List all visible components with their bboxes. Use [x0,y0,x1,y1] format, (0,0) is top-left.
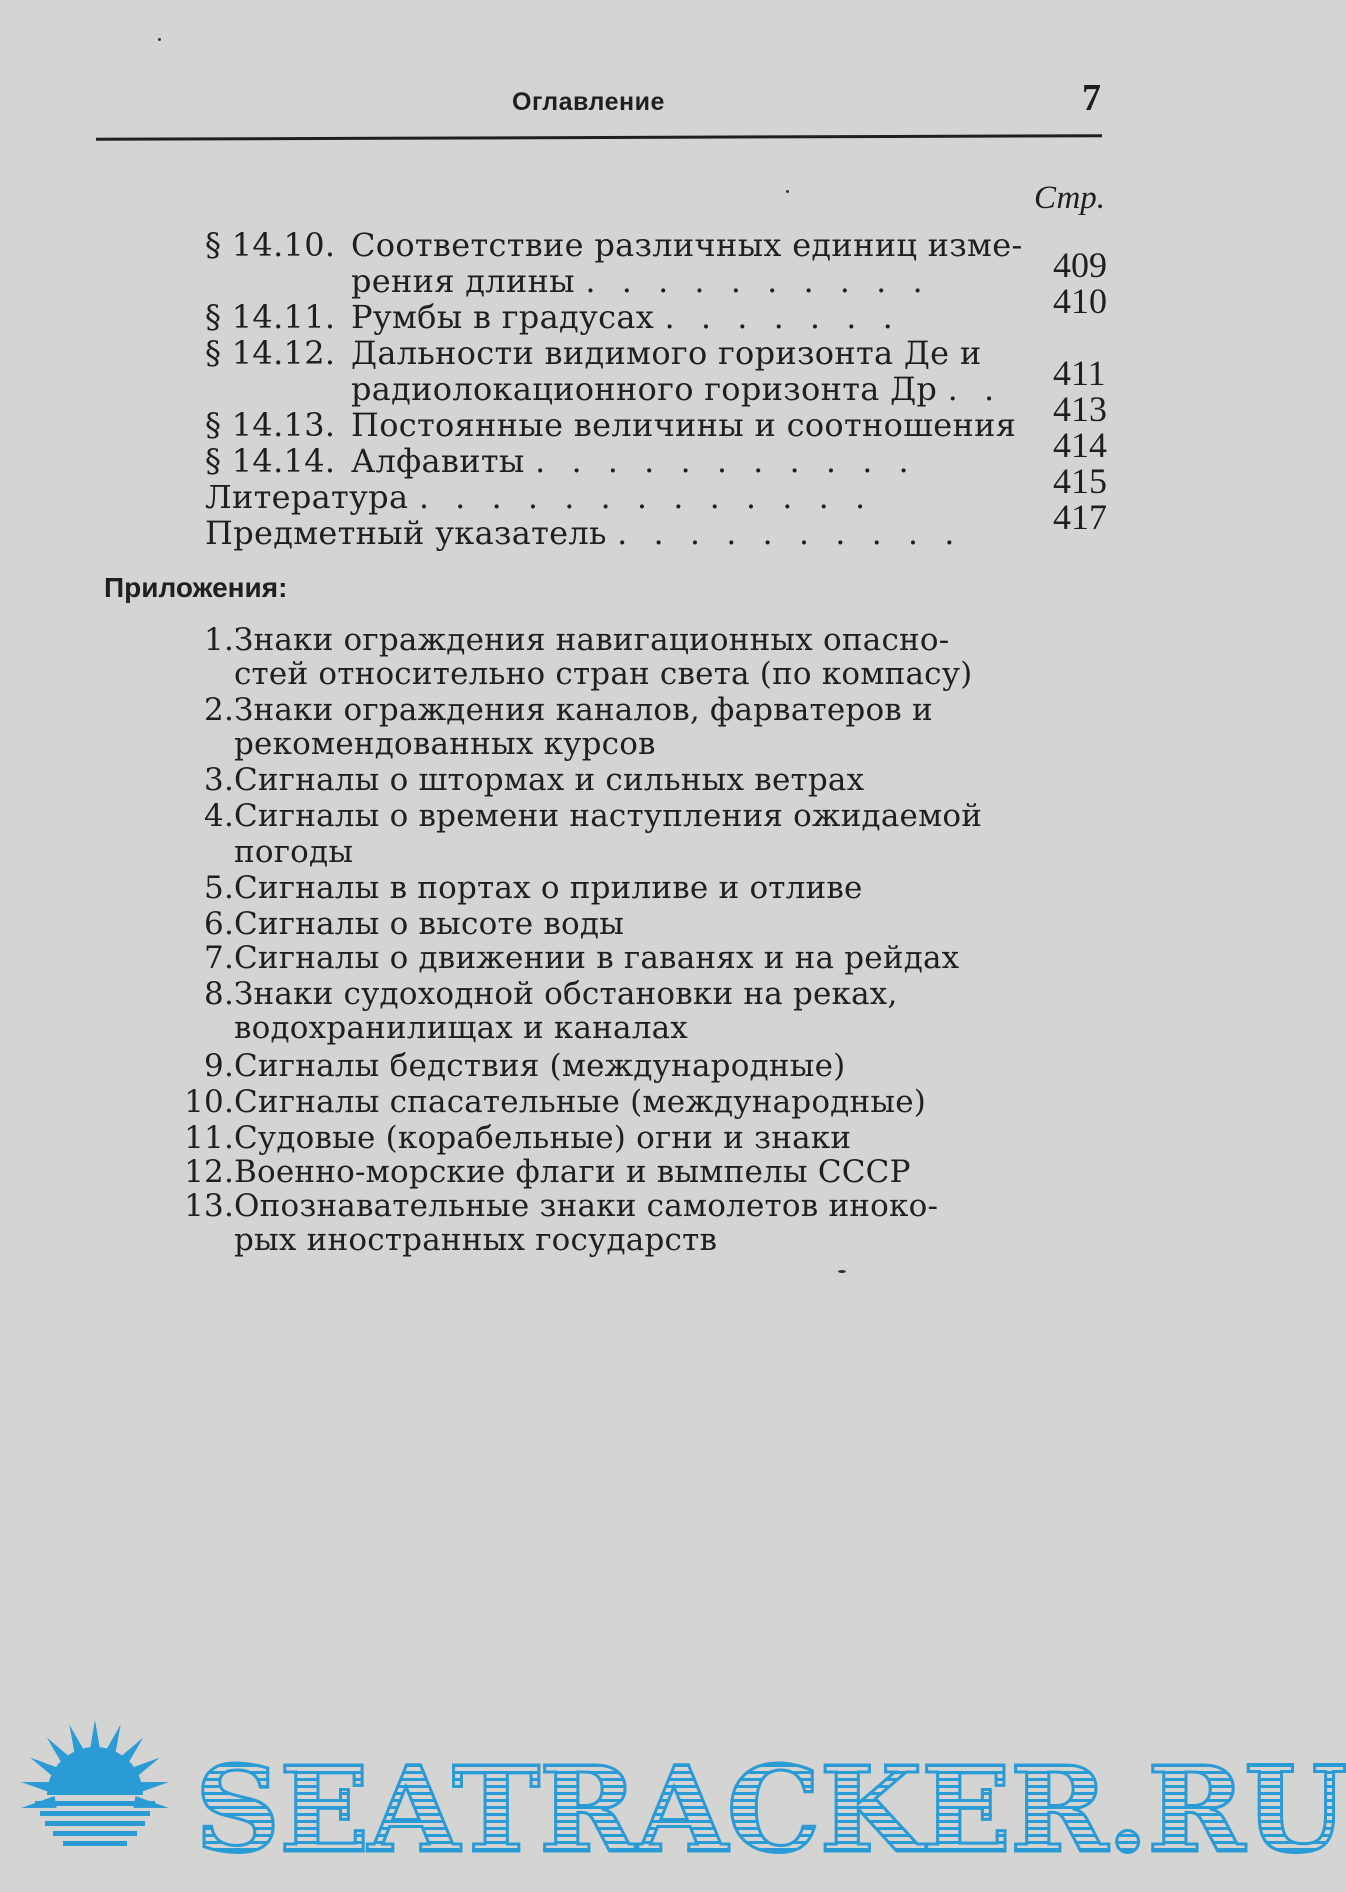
appendix-continuation: стей относительно стран света (по компасу) [234,656,973,692]
appendix-number: 4. [204,798,234,834]
appendix-number: 12. [184,1154,234,1190]
appendix-title: Сигналы о высоте воды [234,906,625,942]
appendix-title: Судовые (корабельные) огни и знаки [234,1120,852,1156]
toc-entry [205,514,962,552]
appendix-number: 10. [184,1084,234,1120]
leader-dots: . . . . . . . . . . [617,514,963,552]
scan-speck [158,38,161,41]
toc-entry-number: § 14.11. [205,298,336,336]
toc-entry [205,298,901,336]
appendix-title: Знаки ограждения навигационных опасно- [234,622,950,658]
appendix-title: Сигналы о времени наступления ожидаемой [234,798,983,834]
appendix-number: 13. [184,1188,234,1224]
toc-entry [205,442,917,480]
leader-dots: . . . . . . . [664,298,901,336]
appendix-title: Сигналы в портах о приливе и отливе [234,870,863,906]
toc-entry-continuation [351,370,1002,408]
toc-entry-title: Дальности видимого горизонта Де и [351,334,982,372]
toc-page-number: 417 [1053,497,1107,537]
appendix-continuation: рекомендованных курсов [234,726,656,762]
scan-speck [786,190,789,193]
watermark-text: SEATRACKER.RU [195,1740,1346,1879]
appendix-continuation: погоды [234,834,354,870]
leader-dots: . . . . . . . . . . . [535,442,917,480]
toc-entry-title: Постоянные величины и соотношения [351,406,1017,444]
appendix-number: 3. [204,762,234,798]
header-rule [96,134,1102,141]
appendix-title: Опознавательные знаки самолетов иноко- [234,1188,939,1224]
toc-entry-number: § 14.10. [205,226,336,264]
toc-entry-title: Предметный указатель [205,514,607,552]
appendix-number: 7. [204,940,234,976]
appendix-number: 1. [204,622,234,658]
page-column-label: Стр. [1034,180,1106,216]
appendix-number: 9. [204,1048,234,1084]
leader-dots: . . . . . . . . . . [585,262,931,300]
page-number: 7 [1082,77,1101,119]
appendix-title: Сигналы о штормах и сильных ветрах [234,762,865,798]
toc-entry-continuation [351,262,931,300]
appendix-title: Знаки судоходной обстановки на реках, [234,976,898,1012]
appendix-title: Сигналы о движении в гаванях и на рейдах [234,940,960,976]
toc-page-number: 410 [1053,281,1107,321]
toc-entry-number: § 14.12. [205,334,336,372]
toc-page-number: 413 [1053,389,1107,429]
appendix-title: Военно-морские флаги и вымпелы СССР [234,1154,911,1190]
appendix-number: 5. [204,870,234,906]
toc-entry [205,406,1016,444]
toc-entry-number: § 14.14. [205,442,336,480]
appendix-number: 2. [204,692,234,728]
toc-page-number: 415 [1053,461,1107,501]
toc-entry-number: § 14.13. [205,406,336,444]
appendix-title: Сигналы спасательные (международные) [234,1084,927,1120]
toc-entry [205,334,982,372]
toc-page-number: 414 [1053,425,1107,465]
toc-entry-title: Алфавиты [351,442,525,480]
toc-entry-title: рения длины [351,262,575,300]
toc-page-number: 409 [1053,245,1107,285]
appendix-number: 8. [204,976,234,1012]
appendix-continuation: водохранилищах и каналах [234,1010,688,1046]
appendix-continuation: рых иностранных государств [234,1222,718,1258]
appendix-number: 6. [204,906,234,942]
appendix-title: Знаки ограждения каналов, фарватеров и [234,692,933,728]
toc-entry [205,478,873,516]
scan-speck [838,1270,846,1273]
toc-entry [205,226,1023,264]
toc-entry-title: Соответствие различных единиц изме- [351,226,1023,264]
running-header: Оглавление [512,88,665,116]
appendix-title: Сигналы бедствия (международные) [234,1048,846,1084]
toc-entry-title: Литература [205,478,409,516]
appendix-number: 11. [184,1120,234,1156]
toc-entry-title: Румбы в градусах [351,298,655,336]
toc-entry-title: радиолокационного горизонта Др [351,370,938,408]
leader-dots: . . . . . . . . . . . . . [418,478,874,516]
leader-dots: . . [947,370,1003,408]
appendices-heading: Приложения: [104,572,288,603]
toc-page-number: 411 [1053,353,1106,393]
